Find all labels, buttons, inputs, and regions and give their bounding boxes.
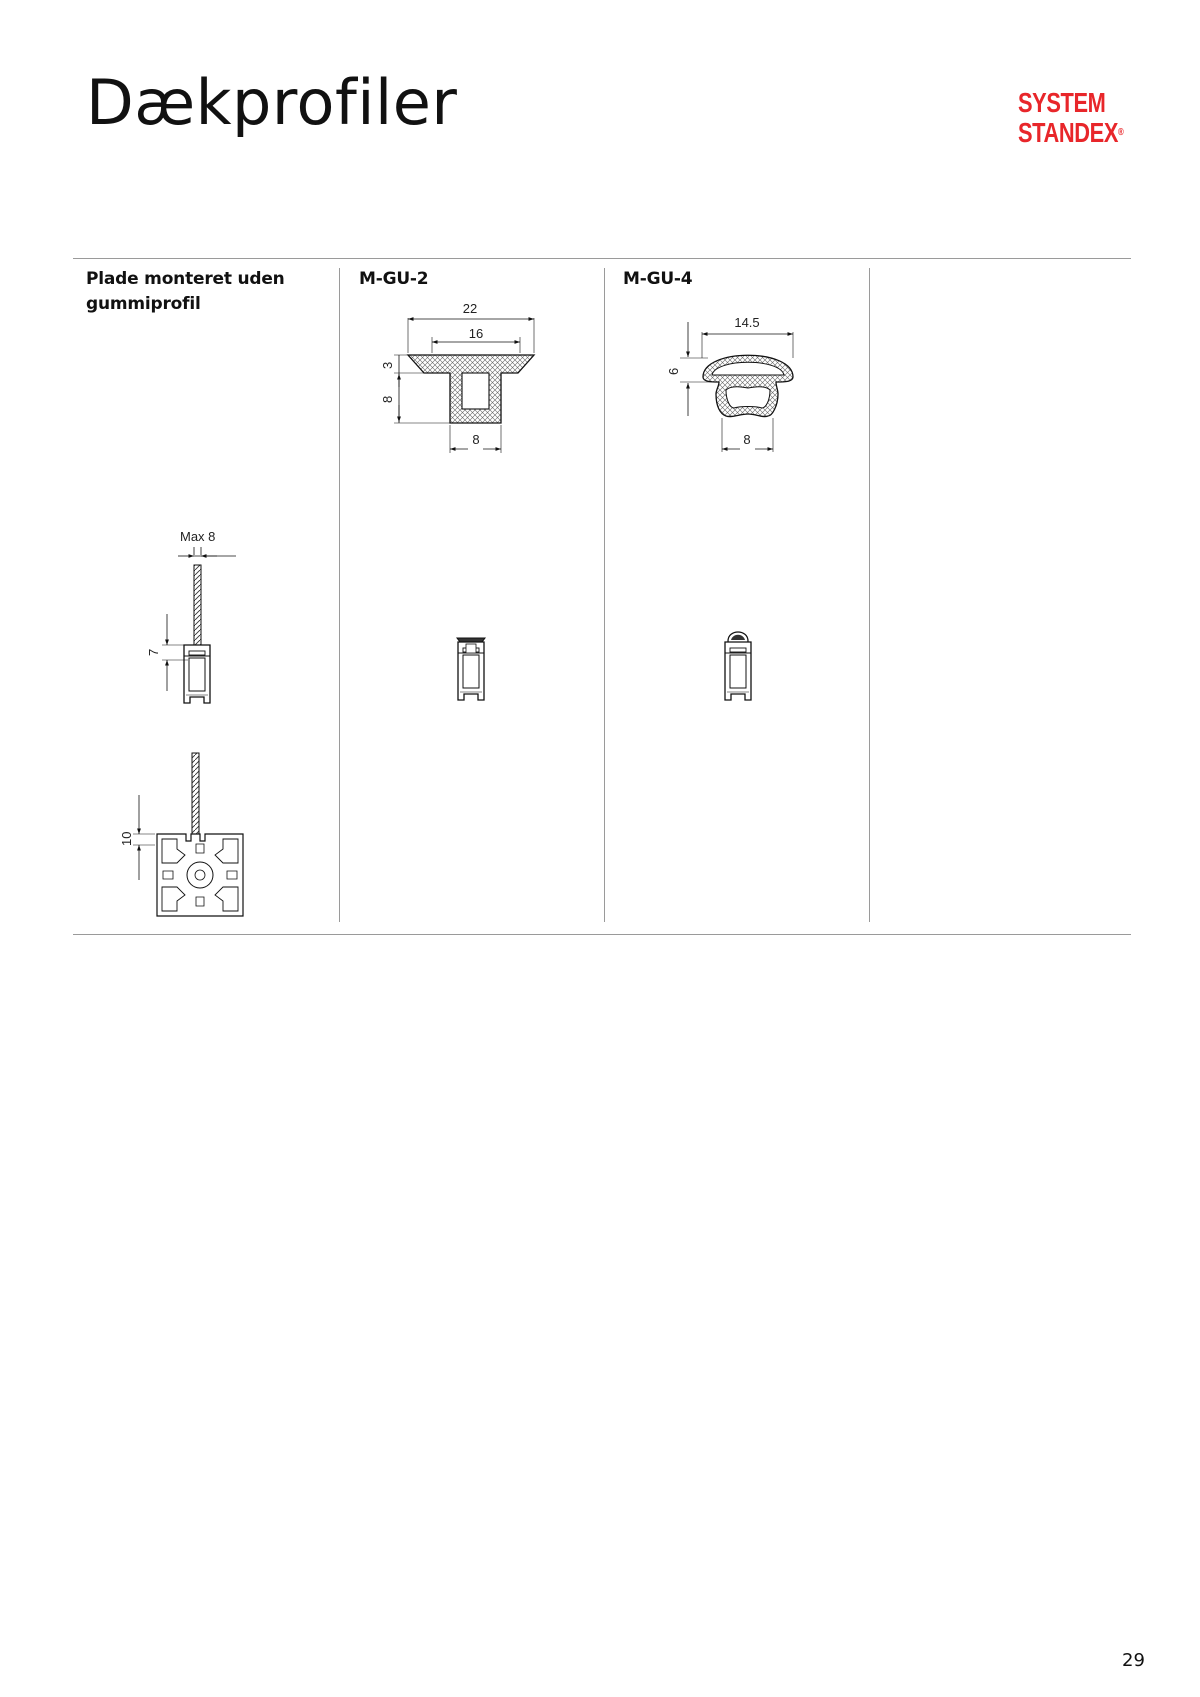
large-profile-section: [157, 834, 243, 916]
system-standex-logo: [1018, 88, 1128, 148]
logo-line-2-text: STANDEX: [1018, 117, 1119, 148]
table-top-rule: [73, 258, 1131, 259]
table-bottom-rule: [73, 934, 1131, 935]
column-divider-3: [869, 268, 870, 922]
column-heading-m-gu-4: M-GU-4: [623, 269, 693, 289]
dim-max-thickness-label: Max 8: [180, 529, 216, 544]
dim-m-gu-2-stem-width-label: 8: [472, 432, 480, 447]
page-title: Dækprofiler: [86, 66, 458, 139]
dim-m-gu-2-overall-width-label: 22: [462, 301, 478, 316]
dim-m-gu-2-stem-height-label: 8: [380, 395, 395, 403]
logo-line-2: [1018, 117, 1124, 148]
plate-small-profile-drawing: [146, 525, 260, 715]
m-gu-2-section-drawing: [370, 295, 550, 465]
m-gu-2-mounted-drawing: [455, 630, 515, 720]
dim-depth-large-label: 10: [119, 831, 134, 846]
logo-line-1: SYSTEM: [1018, 87, 1106, 118]
small-profile-section: [184, 645, 210, 703]
dim-m-gu-2-inner-width-label: 16: [468, 326, 484, 341]
dim-m-gu-4-overall-width-label: 14.5: [734, 315, 760, 330]
dim-depth-small-label: 7: [146, 648, 161, 656]
plate-large-profile-drawing: [115, 745, 255, 925]
m-gu-4-mounted-drawing: [720, 625, 780, 720]
column-heading-plate: Plade monteret uden gummiprofil: [86, 269, 285, 314]
column-heading-m-gu-2: M-GU-2: [359, 269, 429, 289]
dim-m-gu-4-stem-width-label: 8: [743, 432, 751, 447]
page-number: 29: [1122, 1650, 1145, 1671]
column-divider-1: [339, 268, 340, 922]
column-divider-2: [604, 268, 605, 922]
dim-m-gu-4-head-height-label: 6: [666, 367, 681, 375]
m-gu-4-section-drawing: [660, 310, 830, 460]
dim-m-gu-2-flange-height-label: 3: [380, 361, 395, 369]
registered-mark: ®: [1118, 127, 1124, 138]
